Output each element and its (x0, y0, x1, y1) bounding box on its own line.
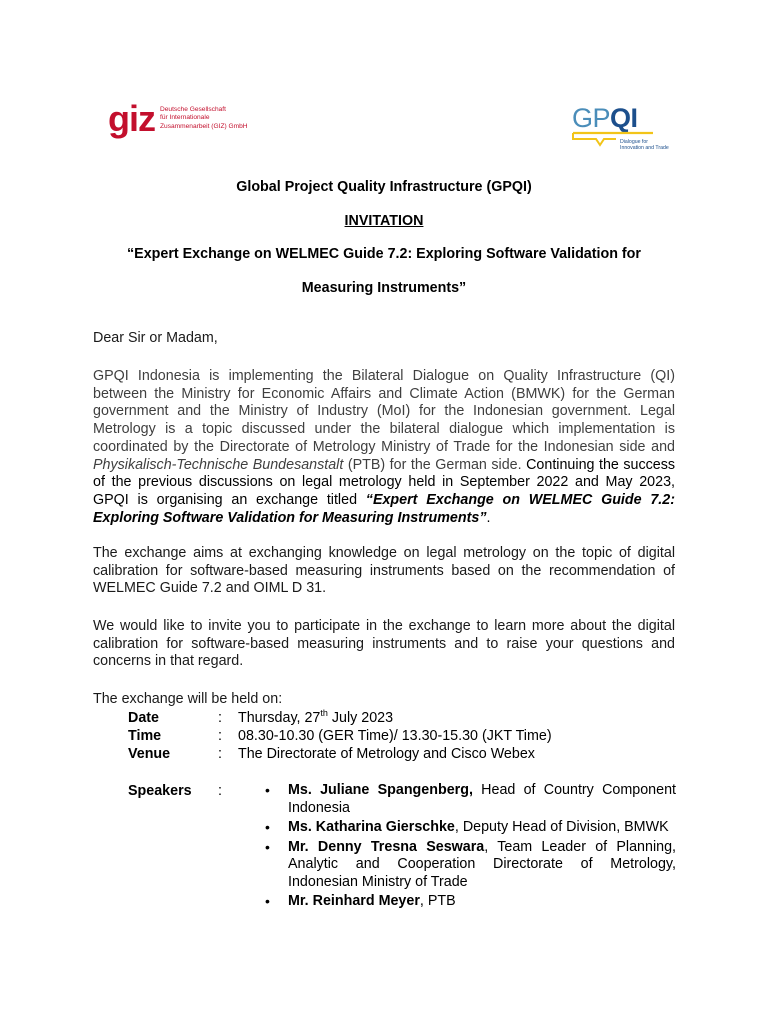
time-label: Time (128, 728, 162, 744)
invitation-heading-wrap (0, 212, 768, 230)
bullet-icon: • (265, 782, 270, 798)
speaker-role: , PTB (419, 893, 456, 909)
speaker-role: , Deputy Head of Division, BMWK (454, 819, 669, 835)
date-label: Date (128, 710, 159, 726)
gpqi-tagline-line: Dialogue for (620, 139, 648, 145)
venue-colon: : (218, 746, 222, 762)
salutation: Dear Sir or Madam, (93, 330, 218, 346)
date-value-month: July 2023 (327, 710, 394, 726)
speaker-item (264, 893, 676, 911)
invitation-heading: INVITATION (344, 213, 424, 229)
time-value: 08.30-10.30 (GER Time)/ 13.30-15.30 (JKT Time) (238, 728, 552, 744)
gpqi-logo-wordmark (572, 103, 638, 133)
event-title-line-2: Measuring Instruments” (301, 280, 467, 296)
gpqi-logo (570, 101, 670, 157)
gpqi-logo-tagline (620, 139, 669, 151)
venue-value: The Directorate of Metrology and Cisco Webex (238, 746, 535, 762)
gpqi-logo-gp: GP (572, 103, 611, 133)
venue-label: Venue (128, 746, 171, 762)
time-colon: : (218, 728, 222, 744)
date-colon: : (218, 710, 222, 726)
speaker-item (264, 819, 676, 837)
giz-logo-line: Deutsche Gesellschaft (160, 106, 226, 113)
bullet-icon: • (265, 819, 270, 835)
date-value-day: Thursday, 27 (238, 710, 321, 726)
speaker-item (264, 782, 676, 817)
gpqi-tagline-line: Innovation and Trade (620, 145, 669, 151)
speaker-item (264, 839, 676, 892)
aims-paragraph: The exchange aims at exchanging knowledge on legal metrology on the topic of digital calibration for software-based measuring instruments based on the recommendation of WELMEC Guide 7.2 and OIML D 31. (93, 545, 675, 597)
speakers-list (264, 782, 676, 913)
intro-paragraph (93, 368, 675, 527)
gpqi-logo-qi: QI (610, 103, 638, 133)
invite-paragraph: We would like to invite you to participate in the exchange to learn more about the digital calibration for software-based measuring instruments and to raise your questions and concerns in that regard. (93, 618, 675, 670)
giz-logo-line: für Internationale (160, 114, 210, 122)
speaker-name: Mr. Reinhard Meyer (288, 893, 420, 909)
giz-logo (108, 98, 268, 141)
speaker-role: , Team Leader of Planning, Analytic and Cooperation Directorate of Metrology, Indonesian Ministry of Trade (288, 838, 677, 890)
bullet-icon: • (265, 838, 270, 855)
giz-logo-mark: giz (108, 98, 155, 139)
speaker-name: Ms. Katharina Gierschke (288, 819, 455, 835)
intro-text-end: . (486, 509, 491, 526)
held-on-label: The exchange will be held on: (93, 691, 283, 707)
bullet-icon: • (265, 893, 270, 909)
date-value-suffix: th (320, 708, 328, 719)
giz-logo-line: Zusammenarbeit (GIZ) GmbH (160, 122, 248, 130)
giz-logo-text (160, 106, 270, 131)
project-title: Global Project Quality Infrastructure (GPQI) (236, 179, 532, 195)
intro-text: GPQI Indonesia is implementing the Bilateral Dialogue on Quality Infrastructure (QI) between the Ministry for Economic Affairs and Climate Action (BMWK) for the German government and the Ministry of Industry (MoI) for the Indonesian government. Legal Metrology is a topic discussed under the bilateral dialogue which implementation is coordinated by the Directorate of Metrology Ministry of Trade for the Indonesian side and (93, 368, 675, 455)
intro-text-continuing: Continuing the success of the previous discussions on legal metrology held in September 2022 and May 2023, GPQI is organising an exchange titled (93, 456, 675, 508)
speaker-name: Mr. Denny Tresna Seswara (288, 838, 485, 855)
speakers-label: Speakers (128, 783, 192, 799)
event-title-inline: “Expert Exchange on WELMEC Guide 7.2: Exploring Software Validation for Measuring Instruments” (93, 491, 675, 526)
speaker-role: Head of Country Component Indonesia (288, 782, 676, 816)
event-title-line-1: “Expert Exchange on WELMEC Guide 7.2: Exploring Software Validation for (127, 246, 641, 262)
intro-text-ptb: (PTB) for the German side. (343, 456, 527, 473)
speaker-name: Ms. Juliane Spangenberg, (288, 782, 473, 798)
speakers-colon: : (218, 783, 222, 799)
ptb-name: Physikalisch-Technische Bundesanstalt (93, 456, 344, 473)
date-value (238, 709, 393, 727)
